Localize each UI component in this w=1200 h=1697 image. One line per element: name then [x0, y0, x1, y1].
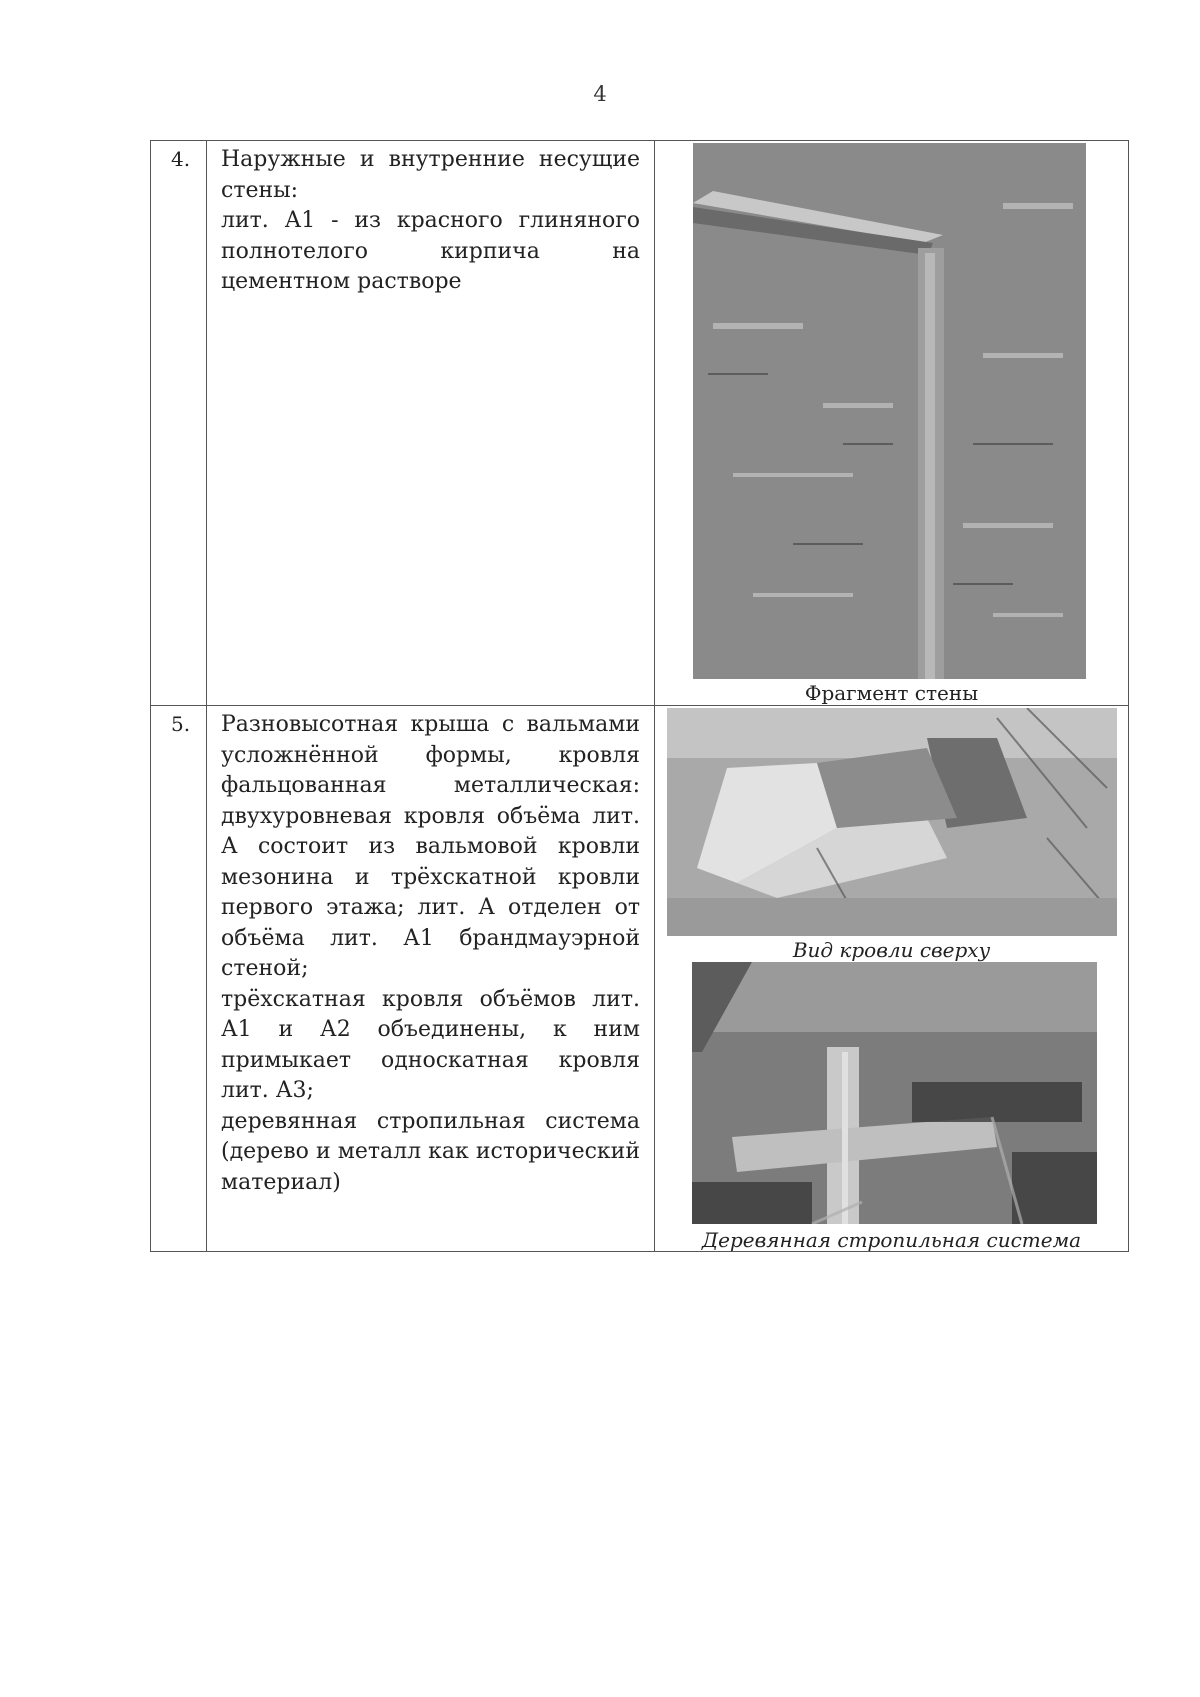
row-description-cell	[207, 141, 655, 706]
row-image-cell	[655, 141, 1129, 706]
photo-caption: Вид кровли сверху	[792, 938, 991, 962]
row-number-cell	[151, 141, 207, 706]
photo-caption: Деревянная стропильная система	[701, 1228, 1082, 1252]
rafters-photo	[692, 962, 1097, 1224]
wall-photo	[693, 143, 1086, 679]
row-image-cell	[655, 706, 1129, 1252]
description-paragraph: деревянная стропильная система (дерево и металл как исторический материал)	[221, 1108, 640, 1195]
table-row	[151, 141, 1129, 706]
description-paragraph: Разновысотная крыша с вальмами усложнённой формы, кровля фальцованная металлическая: двухуровневая кровля объёма лит. А состоит из вальмовой кровли мезонина и трёхскатной кровли первого этажа; лит. А отделен от объёма лит. А1 брандмауэрной стеной;	[221, 712, 640, 981]
description-paragraph: трёхскатная кровля объёмов лит. А1 и А2 объединены, к ним примыкает односкатная кровля лит. А3;	[221, 986, 640, 1103]
description-table	[150, 140, 1129, 1252]
page-number: 4	[593, 82, 607, 106]
row-number: 5.	[171, 712, 191, 736]
roof-photo	[667, 708, 1117, 936]
description-paragraph: лит. А1 - из красного глиняного полнотелого кирпича на цементном растворе	[221, 208, 640, 294]
description-paragraph: Наружные и внутренние несущие стены:	[221, 147, 640, 203]
row-number-cell	[151, 706, 207, 1252]
table-row	[151, 706, 1129, 1252]
photo-caption: Фрагмент стены	[804, 681, 979, 705]
row-description-cell	[207, 706, 655, 1252]
row-number: 4.	[171, 147, 191, 171]
